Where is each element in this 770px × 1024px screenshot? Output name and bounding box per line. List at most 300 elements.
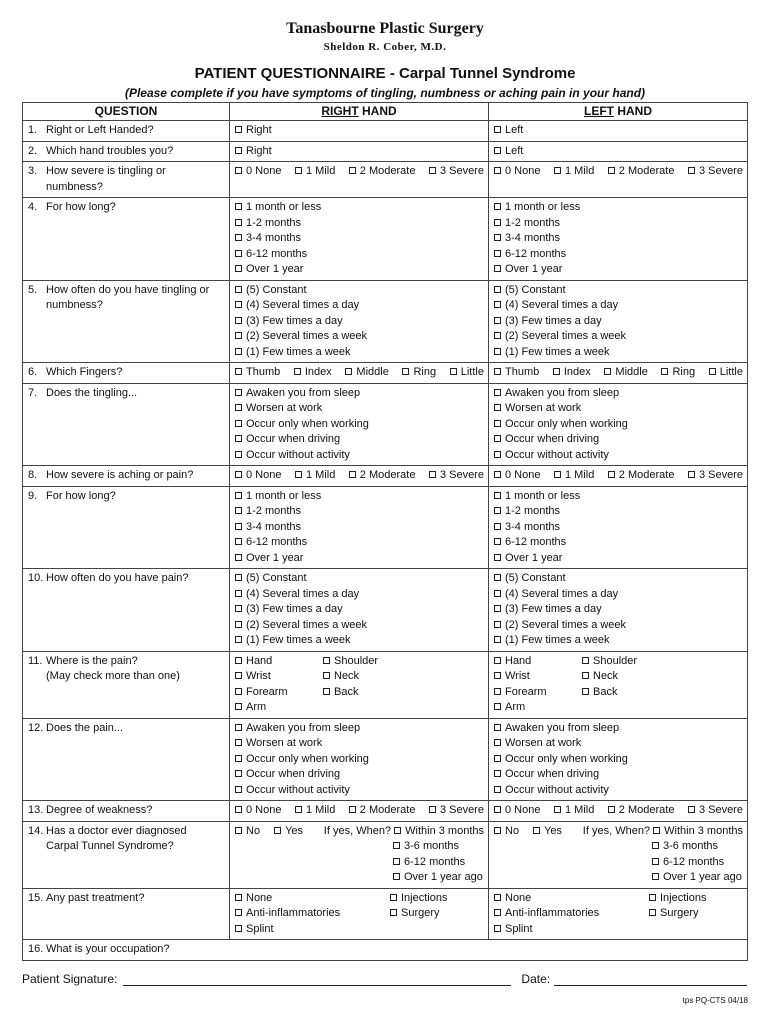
checkbox[interactable]	[235, 234, 242, 241]
checkbox[interactable]	[533, 827, 540, 834]
checkbox[interactable]	[235, 755, 242, 762]
checkbox[interactable]	[494, 806, 501, 813]
checkbox[interactable]	[494, 167, 501, 174]
checkbox[interactable]	[494, 688, 501, 695]
checkbox[interactable]	[235, 770, 242, 777]
finger-option[interactable]: Little	[450, 365, 484, 381]
treatment-option[interactable]: None	[235, 892, 272, 904]
tingling-effect-option[interactable]: Awaken you from sleep	[235, 387, 360, 399]
table-row	[23, 141, 748, 162]
checkbox[interactable]	[235, 724, 242, 731]
pain-location-option[interactable]: Arm	[494, 701, 525, 713]
duration-option[interactable]: Over 1 year	[494, 552, 562, 564]
tingling-effect-option[interactable]: Occur without activity	[235, 449, 350, 461]
left-hand-answer: No Yes If yes, When? Within 3 months 3-6 months 6-12 months Over 1 year ago	[489, 821, 748, 888]
tingling-effect-option[interactable]: Worsen at work	[235, 402, 322, 414]
question-cell: 3. How severe is tingling or numbness?	[23, 162, 230, 198]
frequency-option[interactable]: (4) Several times a day	[494, 588, 618, 600]
duration-option[interactable]: 1-2 months	[494, 505, 560, 517]
duration-option[interactable]: 1-2 months	[494, 217, 560, 229]
checkbox[interactable]	[494, 786, 501, 793]
checkbox[interactable]	[323, 657, 330, 664]
pain-location-option[interactable]: Neck	[582, 670, 618, 682]
treatment-option[interactable]: Surgery	[390, 907, 440, 919]
severity-option[interactable]: 0 None	[235, 468, 281, 484]
tingling-effect-option[interactable]: Occur when driving	[494, 433, 599, 445]
severity-option[interactable]: 1 Mild	[554, 803, 594, 819]
duration-option[interactable]: 6-12 months	[235, 536, 307, 548]
checkbox[interactable]	[494, 827, 501, 834]
checkbox[interactable]	[653, 827, 660, 834]
signature-row	[22, 972, 747, 986]
pain-effect-option[interactable]: Awaken you from sleep	[494, 722, 619, 734]
checkbox[interactable]	[494, 265, 501, 272]
checkbox[interactable]	[235, 332, 242, 339]
checkbox[interactable]	[235, 894, 242, 901]
severity-option[interactable]: 0 None	[494, 468, 540, 484]
checkbox[interactable]	[494, 126, 501, 133]
checkbox[interactable]	[494, 435, 501, 442]
severity-option[interactable]: 3 Severe	[688, 468, 743, 484]
frequency-option[interactable]: (3) Few times a day	[235, 603, 343, 615]
severity-option[interactable]: 3 Severe	[429, 468, 484, 484]
checkbox[interactable]	[429, 806, 436, 813]
pain-effect-option[interactable]: Occur without activity	[235, 784, 350, 796]
duration-option[interactable]: 1 month or less	[494, 201, 580, 213]
checkbox[interactable]	[235, 286, 242, 293]
checkbox[interactable]	[494, 770, 501, 777]
checkbox[interactable]	[494, 554, 501, 561]
left-hand-answer	[489, 486, 748, 569]
frequency-option[interactable]: (2) Several times a week	[235, 330, 367, 342]
checkbox[interactable]	[235, 688, 242, 695]
frequency-option[interactable]: (5) Constant	[494, 284, 566, 296]
checkbox[interactable]	[494, 672, 501, 679]
checkbox[interactable]	[235, 703, 242, 710]
checkbox[interactable]	[235, 806, 242, 813]
signature-label: Patient Signature:	[22, 972, 118, 986]
diagnosis-time-option[interactable]: Within 3 months	[394, 825, 484, 837]
checkbox[interactable]	[494, 471, 501, 478]
checkbox[interactable]	[235, 147, 242, 154]
checkbox[interactable]	[582, 657, 589, 664]
handed-option[interactable]: Right	[235, 124, 272, 136]
checkbox[interactable]	[649, 894, 656, 901]
treatment-option[interactable]: Anti-inflammatories	[494, 907, 599, 919]
checkbox[interactable]	[274, 827, 281, 834]
checkbox[interactable]	[235, 538, 242, 545]
checkbox[interactable]	[494, 219, 501, 226]
checkbox[interactable]	[235, 672, 242, 679]
severity-option[interactable]: 1 Mild	[554, 164, 594, 180]
checkbox[interactable]	[688, 806, 695, 813]
question-cell: 1. Right or Left Handed?	[23, 121, 230, 142]
checkbox[interactable]	[494, 925, 501, 932]
troubled-hand-option[interactable]: Right	[235, 145, 272, 157]
frequency-option[interactable]: (2) Several times a week	[494, 619, 626, 631]
checkbox[interactable]	[295, 167, 302, 174]
checkbox[interactable]	[235, 492, 242, 499]
checkbox[interactable]	[235, 621, 242, 628]
checkbox[interactable]	[494, 538, 501, 545]
frequency-option[interactable]: (4) Several times a day	[235, 299, 359, 311]
treatment-option[interactable]: Anti-inflammatories	[235, 907, 340, 919]
checkbox[interactable]	[494, 332, 501, 339]
checkbox[interactable]	[393, 842, 400, 849]
tingling-effect-option[interactable]: Occur when driving	[235, 433, 340, 445]
checkbox[interactable]	[652, 842, 659, 849]
finger-option[interactable]: Index	[553, 365, 591, 381]
treatment-option[interactable]: None	[494, 892, 531, 904]
finger-option[interactable]: Ring	[661, 365, 695, 381]
checkbox[interactable]	[235, 925, 242, 932]
checkbox[interactable]	[235, 471, 242, 478]
left-hand-answer	[489, 141, 748, 162]
duration-option[interactable]: 6-12 months	[494, 536, 566, 548]
checkbox[interactable]	[349, 471, 356, 478]
duration-option[interactable]: Over 1 year	[235, 552, 303, 564]
checkbox[interactable]	[345, 368, 352, 375]
left-hand-answer	[489, 801, 748, 822]
pain-effect-option[interactable]: Occur only when working	[494, 753, 628, 765]
checkbox[interactable]	[235, 507, 242, 514]
duration-option[interactable]: 6-12 months	[235, 248, 307, 260]
form-instructions: (Please complete if you have symptoms of tingling, numbness or aching pain in your hand)	[124, 86, 646, 100]
frequency-option[interactable]: (3) Few times a day	[494, 315, 602, 327]
checkbox[interactable]	[494, 250, 501, 257]
table-row	[23, 121, 748, 142]
duration-option[interactable]: 3-4 months	[235, 232, 301, 244]
severity-option[interactable]: 2 Moderate	[608, 468, 675, 484]
finger-option[interactable]: Little	[709, 365, 743, 381]
checkbox[interactable]	[235, 301, 242, 308]
checkbox[interactable]	[494, 147, 501, 154]
checkbox[interactable]	[494, 507, 501, 514]
severity-option[interactable]: 1 Mild	[295, 164, 335, 180]
checkbox[interactable]	[494, 234, 501, 241]
checkbox[interactable]	[394, 827, 401, 834]
checkbox[interactable]	[235, 250, 242, 257]
date-line[interactable]	[554, 972, 747, 986]
duration-option[interactable]: 1 month or less	[494, 490, 580, 502]
checkbox[interactable]	[235, 739, 242, 746]
frequency-option[interactable]: (1) Few times a week	[235, 346, 351, 358]
right-hand-answer	[230, 383, 489, 466]
checkbox[interactable]	[235, 574, 242, 581]
duration-option[interactable]: 1 month or less	[235, 201, 321, 213]
checkbox[interactable]	[235, 219, 242, 226]
tingling-effect-option[interactable]: Occur only when working	[235, 418, 369, 430]
tingling-effect-option[interactable]: Awaken you from sleep	[494, 387, 619, 399]
pain-location-option[interactable]: Back	[582, 686, 617, 698]
checkbox[interactable]	[494, 703, 501, 710]
frequency-option[interactable]: (1) Few times a week	[494, 634, 610, 646]
checkbox[interactable]	[494, 451, 501, 458]
diagnosis-time-option[interactable]: 6-12 months	[652, 856, 724, 868]
duration-option[interactable]: 3-4 months	[494, 521, 560, 533]
question-cell: 7. Does the tingling...	[23, 383, 230, 466]
frequency-option[interactable]: (1) Few times a week	[235, 634, 351, 646]
finger-option[interactable]: Ring	[402, 365, 436, 381]
tingling-effect-option[interactable]: Occur without activity	[494, 449, 609, 461]
signature-line[interactable]	[123, 972, 511, 986]
diagnosis-time-option[interactable]: 3-6 months	[393, 840, 459, 852]
checkbox[interactable]	[494, 368, 501, 375]
checkbox[interactable]	[235, 167, 242, 174]
checkbox[interactable]	[608, 471, 615, 478]
checkbox[interactable]	[494, 894, 501, 901]
checkbox[interactable]	[494, 621, 501, 628]
pain-location-option[interactable]: Wrist	[494, 670, 530, 682]
checkbox[interactable]	[235, 451, 242, 458]
checkbox[interactable]	[235, 265, 242, 272]
checkbox[interactable]	[235, 404, 242, 411]
checkbox[interactable]	[604, 368, 611, 375]
severity-option[interactable]: 2 Moderate	[608, 803, 675, 819]
checkbox[interactable]	[494, 389, 501, 396]
severity-option[interactable]: 2 Moderate	[608, 164, 675, 180]
pain-location-option[interactable]: Arm	[235, 701, 266, 713]
checkbox[interactable]	[494, 523, 501, 530]
duration-option[interactable]: Over 1 year	[235, 263, 303, 275]
checkbox[interactable]	[709, 368, 716, 375]
no-checkbox-option[interactable]: No	[494, 824, 519, 840]
checkbox[interactable]	[235, 605, 242, 612]
pain-location-option[interactable]: Neck	[323, 670, 359, 682]
finger-option[interactable]: Middle	[345, 365, 388, 381]
diagnosis-time-option[interactable]: 3-6 months	[652, 840, 718, 852]
checkbox[interactable]	[235, 590, 242, 597]
duration-option[interactable]: Over 1 year	[494, 263, 562, 275]
checkbox[interactable]	[235, 317, 242, 324]
checkbox[interactable]	[494, 739, 501, 746]
checkbox[interactable]	[494, 404, 501, 411]
frequency-option[interactable]: (4) Several times a day	[235, 588, 359, 600]
checkbox[interactable]	[429, 167, 436, 174]
checkbox[interactable]	[429, 471, 436, 478]
checkbox[interactable]	[235, 827, 242, 834]
pain-location-option[interactable]: Shoulder	[582, 655, 637, 667]
checkbox[interactable]	[494, 420, 501, 427]
severity-option[interactable]: 3 Severe	[688, 164, 743, 180]
table-row	[23, 363, 748, 384]
severity-option[interactable]: 1 Mild	[295, 468, 335, 484]
checkbox[interactable]	[235, 786, 242, 793]
checkbox[interactable]	[494, 605, 501, 612]
yes-checkbox-option[interactable]: Yes	[533, 824, 562, 840]
checkbox[interactable]	[688, 167, 695, 174]
checkbox[interactable]	[323, 688, 330, 695]
severity-option[interactable]: 0 None	[235, 803, 281, 819]
severity-option[interactable]: 0 None	[235, 164, 281, 180]
checkbox[interactable]	[652, 873, 659, 880]
table-header-row	[23, 103, 748, 121]
diagnosis-time-option[interactable]: Within 3 months	[653, 825, 743, 837]
left-hand-answer	[489, 569, 748, 652]
pain-effect-option[interactable]: Occur when driving	[494, 768, 599, 780]
checkbox[interactable]	[235, 435, 242, 442]
pain-effect-option[interactable]: Occur when driving	[235, 768, 340, 780]
checkbox[interactable]	[494, 301, 501, 308]
checkbox[interactable]	[235, 554, 242, 561]
frequency-option[interactable]: (5) Constant	[235, 284, 307, 296]
checkbox[interactable]	[494, 492, 501, 499]
checkbox[interactable]	[494, 574, 501, 581]
severity-option[interactable]: 1 Mild	[295, 803, 335, 819]
left-hand-answer	[489, 198, 748, 281]
handed-option[interactable]: Left	[494, 124, 523, 136]
finger-option[interactable]: Thumb	[235, 365, 280, 381]
treatment-option[interactable]: Injections	[649, 892, 706, 904]
checkbox[interactable]	[235, 636, 242, 643]
duration-option[interactable]: 1-2 months	[235, 505, 301, 517]
pain-location-option[interactable]: Forearm	[494, 686, 547, 698]
checkbox[interactable]	[582, 688, 589, 695]
diagnosis-time-option[interactable]: 6-12 months	[393, 856, 465, 868]
frequency-option[interactable]: (5) Constant	[235, 572, 307, 584]
checkbox[interactable]	[390, 909, 397, 916]
checkbox[interactable]	[494, 755, 501, 762]
checkbox[interactable]	[608, 167, 615, 174]
diagnosis-time-option[interactable]: Over 1 year ago	[652, 871, 742, 883]
right-hand-answer	[230, 198, 489, 281]
treatment-option[interactable]: Splint	[494, 923, 533, 935]
left-hand-answer	[489, 280, 748, 363]
tingling-effect-option[interactable]: Worsen at work	[494, 402, 581, 414]
frequency-option[interactable]: (5) Constant	[494, 572, 566, 584]
checkbox[interactable]	[553, 368, 560, 375]
duration-option[interactable]: 1 month or less	[235, 490, 321, 502]
checkbox[interactable]	[235, 126, 242, 133]
checkbox[interactable]	[494, 286, 501, 293]
left-hand-answer	[489, 651, 748, 718]
severity-option[interactable]: 3 Severe	[429, 803, 484, 819]
question-cell: 4. For how long?	[23, 198, 230, 281]
checkbox[interactable]	[494, 317, 501, 324]
right-hand-answer	[230, 121, 489, 142]
duration-option[interactable]: 3-4 months	[494, 232, 560, 244]
pain-effect-option[interactable]: Occur only when working	[235, 753, 369, 765]
checkbox[interactable]	[554, 806, 561, 813]
duration-option[interactable]: 6-12 months	[494, 248, 566, 260]
duration-option[interactable]: 1-2 months	[235, 217, 301, 229]
pain-effect-option[interactable]: Worsen at work	[494, 737, 581, 749]
checkbox[interactable]	[349, 806, 356, 813]
severity-option[interactable]: 2 Moderate	[349, 803, 416, 819]
treatment-option[interactable]: Injections	[390, 892, 447, 904]
checkbox[interactable]	[494, 909, 501, 916]
checkbox[interactable]	[390, 894, 397, 901]
severity-option[interactable]: 0 None	[494, 164, 540, 180]
yes-checkbox-option[interactable]: Yes	[274, 824, 303, 840]
checkbox[interactable]	[235, 657, 242, 664]
frequency-option[interactable]: (2) Several times a week	[494, 330, 626, 342]
pain-location-option[interactable]: Back	[323, 686, 358, 698]
pain-effect-option[interactable]: Awaken you from sleep	[235, 722, 360, 734]
checkbox[interactable]	[393, 873, 400, 880]
checkbox[interactable]	[235, 203, 242, 210]
treatment-option[interactable]: Splint	[235, 923, 274, 935]
severity-option[interactable]: 0 None	[494, 803, 540, 819]
frequency-option[interactable]: (4) Several times a day	[494, 299, 618, 311]
duration-option[interactable]: 3-4 months	[235, 521, 301, 533]
checkbox[interactable]	[295, 471, 302, 478]
checkbox[interactable]	[235, 420, 242, 427]
checkbox[interactable]	[554, 471, 561, 478]
checkbox[interactable]	[649, 909, 656, 916]
severity-option[interactable]: 3 Severe	[688, 803, 743, 819]
occupation-cell[interactable]: 16. What is your occupation?	[23, 940, 748, 961]
checkbox[interactable]	[235, 389, 242, 396]
left-hand-answer	[489, 888, 748, 940]
finger-option[interactable]: Middle	[604, 365, 647, 381]
checkbox[interactable]	[652, 858, 659, 865]
checkbox[interactable]	[582, 672, 589, 679]
checkbox[interactable]	[494, 724, 501, 731]
pain-location-option[interactable]: Hand	[494, 655, 531, 667]
checkbox[interactable]	[235, 523, 242, 530]
checkbox[interactable]	[608, 806, 615, 813]
right-hand-answer	[230, 280, 489, 363]
frequency-option[interactable]: (3) Few times a day	[494, 603, 602, 615]
checkbox[interactable]	[323, 672, 330, 679]
pain-location-option[interactable]: Hand	[235, 655, 272, 667]
finger-option[interactable]: Index	[294, 365, 332, 381]
pain-effect-option[interactable]: Occur without activity	[494, 784, 609, 796]
finger-option[interactable]: Thumb	[494, 365, 539, 381]
checkbox[interactable]	[393, 858, 400, 865]
tingling-effect-option[interactable]: Occur only when working	[494, 418, 628, 430]
question-cell: 13. Degree of weakness?	[23, 801, 230, 822]
checkbox[interactable]	[688, 471, 695, 478]
left-hand-answer	[489, 466, 748, 487]
checkbox[interactable]	[494, 348, 501, 355]
checkbox[interactable]	[294, 368, 301, 375]
checkbox[interactable]	[235, 348, 242, 355]
checkbox[interactable]	[450, 368, 457, 375]
checkbox[interactable]	[235, 909, 242, 916]
checkbox[interactable]	[494, 657, 501, 664]
checkbox[interactable]	[295, 806, 302, 813]
severity-option[interactable]: 2 Moderate	[349, 164, 416, 180]
checkbox[interactable]	[349, 167, 356, 174]
severity-option[interactable]: 1 Mild	[554, 468, 594, 484]
no-checkbox-option[interactable]: No	[235, 824, 260, 840]
severity-option[interactable]: 3 Severe	[429, 164, 484, 180]
left-hand-answer	[489, 363, 748, 384]
frequency-option[interactable]: (1) Few times a week	[494, 346, 610, 358]
troubled-hand-option[interactable]: Left	[494, 145, 523, 157]
checkbox[interactable]	[235, 368, 242, 375]
right-hand-answer: No Yes If yes, When? Within 3 months 3-6 months 6-12 months Over 1 year ago	[230, 821, 489, 888]
checkbox[interactable]	[494, 203, 501, 210]
checkbox[interactable]	[402, 368, 409, 375]
checkbox[interactable]	[494, 590, 501, 597]
checkbox[interactable]	[554, 167, 561, 174]
diagnosis-time-option[interactable]: Over 1 year ago	[393, 871, 483, 883]
severity-option[interactable]: 2 Moderate	[349, 468, 416, 484]
pain-effect-option[interactable]: Worsen at work	[235, 737, 322, 749]
frequency-option[interactable]: (2) Several times a week	[235, 619, 367, 631]
pain-location-option[interactable]: Forearm	[235, 686, 288, 698]
treatment-option[interactable]: Surgery	[649, 907, 699, 919]
checkbox[interactable]	[661, 368, 668, 375]
pain-location-option[interactable]: Shoulder	[323, 655, 378, 667]
frequency-option[interactable]: (3) Few times a day	[235, 315, 343, 327]
checkbox[interactable]	[494, 636, 501, 643]
pain-location-option[interactable]: Wrist	[235, 670, 271, 682]
table-row	[23, 569, 748, 652]
